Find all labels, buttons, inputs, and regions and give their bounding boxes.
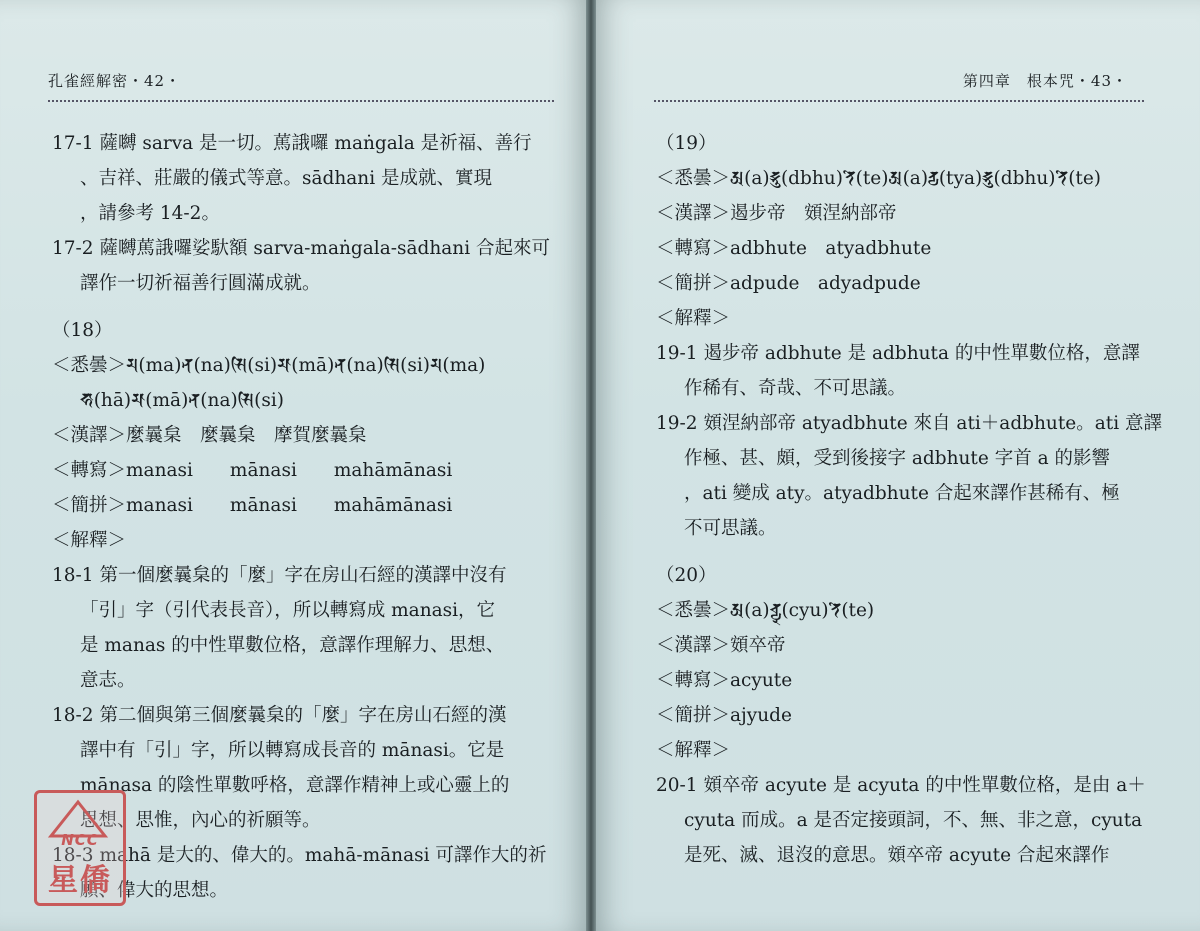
text-line: ＜解釋＞ — [656, 308, 731, 329]
text-line: ＜漢譯＞麼曩枲 麼曩枲 摩賀麼曩枲 — [52, 425, 367, 446]
text-line: ＜漢譯＞頞卒帝 — [656, 635, 786, 656]
right-page — [596, 0, 1200, 931]
text-line: cyuta 而成。a 是否定接頭詞，不、無、非之意，cyuta — [684, 810, 1143, 831]
book-gutter — [586, 0, 596, 931]
text-line: 𑖮𑖯(hā)𑖦𑖯(mā)𑖡(na)𑖭𑖰(si) — [80, 390, 284, 411]
text-line: 18-1 第一個麼曩枲的「麼」字在房山石經的漢譯中沒有 — [52, 565, 507, 586]
text-line: ＜簡拼＞adpude adyadpude — [656, 273, 921, 294]
text-line: 19-2 頞涅納部帝 atyadbhute 來自 ati＋adbhute。ati 意譯 — [656, 413, 1162, 434]
text-line: ＜悉曇＞𑖀(a)𑖓𑖿𑖧𑖲(cyu)𑖝𑖸(te) — [656, 600, 875, 621]
text-line: 作稀有、奇哉、不可思議。 — [684, 378, 907, 399]
right-page-body — [656, 126, 1176, 873]
text-line: 思想、思惟，內心的祈願等。 — [80, 810, 321, 831]
text-line: ，ati 變成 aty。atyadbhute 合起來譯作甚稀有、極 — [684, 483, 1120, 504]
text-line: （19） — [656, 133, 717, 154]
text-line: 意志。 — [80, 670, 136, 691]
text-line: 20-1 頞卒帝 acyute 是 acyuta 的中性單數位格，是由 a＋ — [656, 775, 1146, 796]
left-page-header: 孔雀經解密・42・ — [48, 72, 182, 90]
text-line: 18-2 第二個與第三個麼曩枲的「麼」字在房山石經的漢 — [52, 705, 507, 726]
right-page-header: 第四章 根本咒・43・ — [962, 72, 1128, 90]
text-line: 、吉祥、莊嚴的儀式等意。sādhani 是成就、實現 — [80, 168, 493, 189]
left-page — [0, 0, 586, 931]
text-line: ＜漢譯＞遏步帝 頞涅納部帝 — [656, 203, 897, 224]
text-line: 是死、滅、退沒的意思。頞卒帝 acyute 合起來譯作 — [684, 845, 1110, 866]
left-header-rule — [48, 100, 554, 102]
text-line: 是 manas 的中性單數位格，意譯作理解力、思想、 — [80, 635, 505, 656]
ncc-stamp — [34, 790, 126, 906]
text-line: ＜轉寫＞adbhute atyadbhute — [656, 238, 932, 259]
text-line: ＜簡拼＞ajyude — [656, 705, 792, 726]
right-header-rule — [654, 100, 1144, 102]
text-line: ，請參考 14-2。 — [80, 203, 220, 224]
text-line: ＜解釋＞ — [656, 740, 731, 761]
text-line: ＜轉寫＞manasi mānasi mahāmānasi — [52, 460, 453, 481]
stamp-abbr: NCC — [61, 831, 99, 849]
left-page-body — [52, 126, 572, 908]
text-line: 願、偉大的思想。 — [80, 880, 229, 901]
text-line: 作極、甚、頗，受到後接字 adbhute 字首 a 的影響 — [684, 448, 1110, 469]
text-line: ＜轉寫＞acyute — [656, 670, 793, 691]
text-line: 19-1 遏步帝 adbhute 是 adbhuta 的中性單數位格，意譯 — [656, 343, 1140, 364]
paragraph-gap — [52, 301, 572, 313]
text-line: ＜悉曇＞𑖀(a)𑖟𑖿𑖥𑖲(dbhu)𑖝𑖸(te)𑖀(a)𑖝𑖿𑖧(tya)𑖟𑖿𑖥𑖲(dbhu)𑖝𑖸(te) — [656, 168, 1102, 189]
text-line: （18） — [52, 320, 113, 341]
text-line: ＜解釋＞ — [52, 530, 127, 551]
text-line: ＜簡拼＞manasi mānasi mahāmānasi — [52, 495, 453, 516]
text-line: 「引」字（引代表長音），所以轉寫成 manasi，它 — [80, 600, 496, 621]
text-line: 17-1 薩嚩 sarva 是一切。䔍誐囉 maṅgala 是祈福、善行 — [52, 133, 532, 154]
text-line: 17-2 薩嚩䔍誐囉娑馱額 sarva-maṅgala-sādhani 合起來可 — [52, 238, 551, 259]
stamp-name: 星僑 — [48, 863, 112, 898]
text-line: （20） — [656, 565, 717, 586]
text-line: mānasa 的陰性單數呼格，意譯作精神上或心靈上的 — [80, 775, 510, 796]
text-line: 18-3 mahā 是大的、偉大的。mahā-mānasi 可譯作大的祈 — [52, 845, 547, 866]
paragraph-gap — [656, 546, 1176, 558]
text-line: 不可思議。 — [684, 518, 777, 539]
text-line: ＜悉曇＞𑖦(ma)𑖡(na)𑖭𑖰(si)𑖦𑖯(mā)𑖡(na)𑖭𑖰(si)𑖦(ma) — [52, 355, 486, 376]
text-line: 譯中有「引」字，所以轉寫成長音的 mānasi。它是 — [80, 740, 505, 761]
text-line: 譯作一切祈福善行圓滿成就。 — [80, 273, 321, 294]
